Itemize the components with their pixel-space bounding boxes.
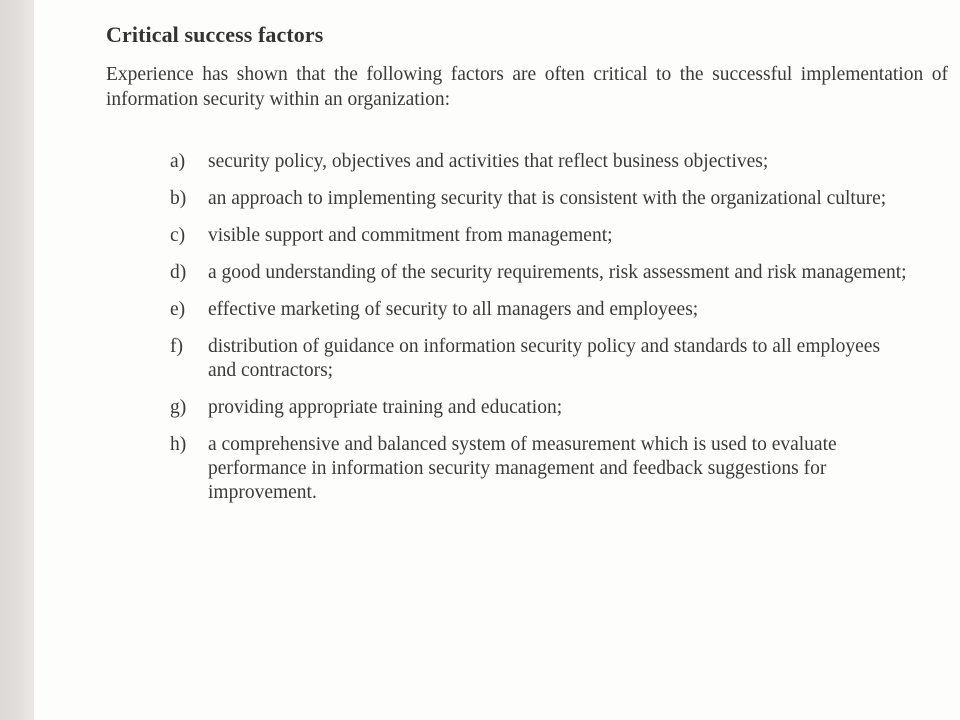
list-item-marker: f) bbox=[170, 336, 183, 357]
list-item bbox=[170, 335, 910, 383]
list-item-text: a comprehensive and balanced system of measurement which is used to evaluate performance in information security management and feedback suggestions for improvement. bbox=[208, 434, 837, 503]
list-item-marker: c) bbox=[170, 225, 186, 246]
list-item-text: visible support and commitment from management; bbox=[208, 225, 613, 246]
list-item-text: distribution of guidance on information security policy and standards to all employees and contractors; bbox=[208, 336, 881, 381]
list-item bbox=[170, 150, 910, 174]
list-item-marker: b) bbox=[170, 188, 187, 209]
section-heading: Critical success factors bbox=[106, 22, 324, 47]
list-item-text: a good understanding of the security requirements, risk assessment and risk management; bbox=[208, 262, 907, 283]
list-item-text: providing appropriate training and education; bbox=[208, 397, 563, 418]
list-item-marker: h) bbox=[170, 434, 187, 455]
list-item bbox=[170, 298, 910, 322]
list-item-marker: e) bbox=[170, 299, 186, 320]
list-item bbox=[170, 261, 910, 285]
list-item-marker: d) bbox=[170, 262, 187, 283]
list-item-marker: a) bbox=[170, 151, 186, 172]
list-item-text: an approach to implementing security that is consistent with the organizational culture; bbox=[208, 188, 887, 209]
success-factor-list bbox=[170, 150, 910, 518]
list-item bbox=[170, 224, 910, 248]
list-item bbox=[170, 433, 910, 505]
list-item-text: security policy, objectives and activities that reflect business objectives; bbox=[208, 151, 769, 172]
list-item-text: effective marketing of security to all managers and employees; bbox=[208, 299, 699, 320]
page-gutter bbox=[0, 0, 34, 720]
list-item bbox=[170, 396, 910, 420]
list-item bbox=[170, 187, 910, 211]
intro-paragraph: Experience has shown that the following factors are often critical to the successful implementation of information security within an organization: bbox=[106, 64, 948, 110]
list-item-marker: g) bbox=[170, 397, 187, 418]
